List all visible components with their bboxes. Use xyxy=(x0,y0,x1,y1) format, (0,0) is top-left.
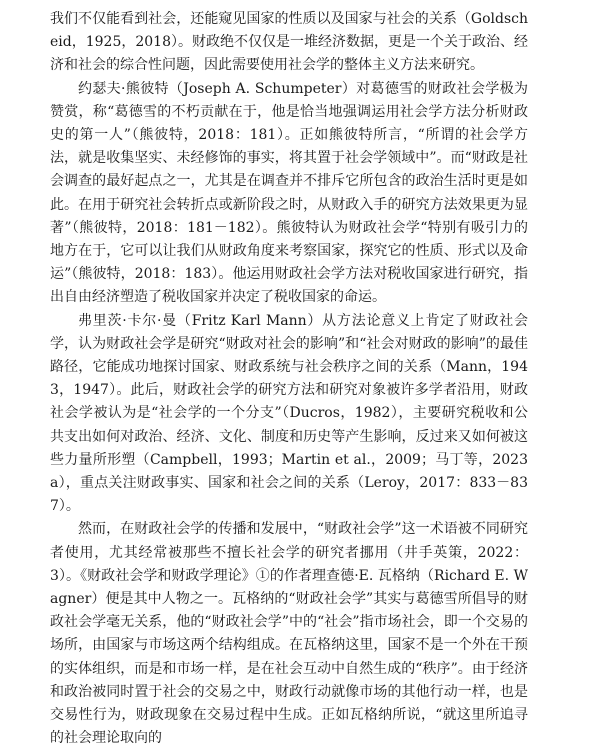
paragraph-4: 然而，在财政社会学的传播和发展中，“财政社会学”这一术语被不同研究者使用，尤其经常被那些不擅长社会学的研究者挪用（井手英策，2022：3）。《财政社会学和财政学理论》①的作者理查德·E. 瓦格纳（Richard E. Wagner）便是其中人物之一。瓦格纳的“财政社会学”其实与葛德雪所倡导的财政社会学毫无关系，他的“财政社会学”中的“社会”指市场社会，即一个交易的场所，由国家与市场这两个结构组成。在瓦格纳这里，国家不是一个外在干预的实体组织，而是和市场一样，是在社会互动中自然生成的“秩序”。由于经济和政治被同时置于社会的交易之中，财政行动就像市场的其他行动一样，也是交易性行为，财政现象在交易过程中生成。正如瓦格纳所说，“就这里所追寻的社会理论取向的 xyxy=(50,521,528,747)
paragraph-2: 约瑟夫·熊彼特（Joseph A. Schumpeter）对葛德雪的财政社会学极为赞赏，称“葛德雪的不朽贡献在于，他是恰当地强调运用社会学方法分析财政史的第一人”（熊彼特，2018：181）。正如熊彼特所言，“所谓的社会学方法，就是收集坚实、未经修饰的事实，将其置于社会学领域中”。而“财政是社会调查的最好起点之一，尤其是在调查并不排斥它所包含的政治生活时更是如此。在用于研究社会转折点或新阶段之时，从财政入手的研究方法效果更为显著”（熊彼特，2018：181－182）。熊彼特认为财政社会学“特别有吸引力的地方在于，它可以让我们从财政角度来考察国家，探究它的性质、形式以及命运”（熊彼特，2018：183）。他运用财政社会学方法对税收国家进行研究，指出自由经济塑造了税收国家并决定了税收国家的命运。 xyxy=(50,80,528,306)
document-page xyxy=(50,8,528,751)
paragraph-3: 弗里茨·卡尔·曼（Fritz Karl Mann）从方法论意义上肯定了财政社会学，认为财政社会学是研究“财政对社会的影响”和“社会对财政的影响”的最佳路径，它能成功地探讨国家、财政系统与社会秩序之间的关系（Mann，1943，1947）。此后，财政社会学的研究方法和研究对象被许多学者沿用，财政社会学被认为是“社会学的一个分支”（Ducros，1982），主要研究税收和公共支出如何对政治、经济、文化、制度和历史等产生影响，反过来又如何被这些力量所形塑（Campbell，1993；Martin et al.，2009；马丁等，2023a），重点关注财政事实、国家和社会之间的关系（Leroy，2017：833－837）。 xyxy=(50,312,528,515)
paragraph-1: 我们不仅能看到社会，还能窥见国家的性质以及国家与社会的关系（Goldscheid，1925，2018）。财政绝不仅仅是一堆经济数据，更是一个关于政治、经济和社会的综合性问题，因此需要使用社会学的整体主义方法来研究。 xyxy=(50,11,528,74)
